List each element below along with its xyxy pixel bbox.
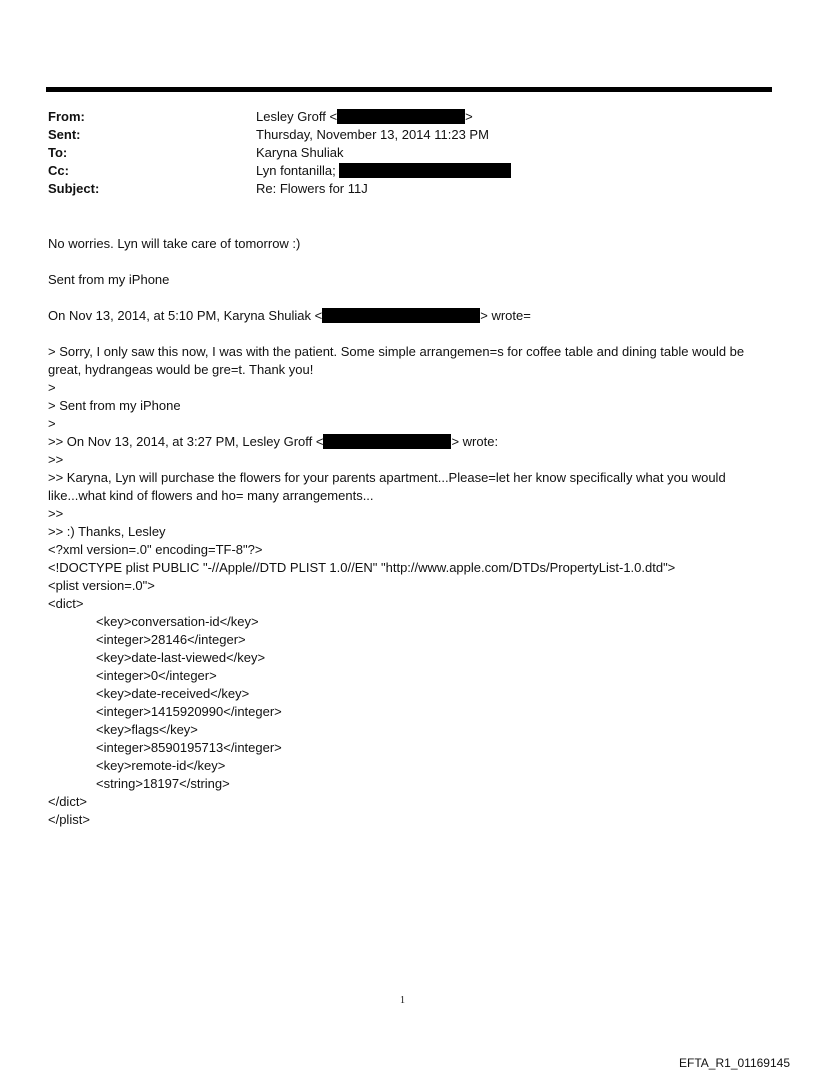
plist-line: <integer>28146</integer> <box>96 632 246 647</box>
to-value: Karyna Shuliak <box>256 145 344 160</box>
body-line: > <box>48 416 56 431</box>
body-line <box>48 433 498 451</box>
body-line: >> :) Thanks, Lesley <box>48 524 166 539</box>
plist-line: </dict> <box>48 794 88 809</box>
from-value <box>256 108 473 126</box>
plist-line: <!DOCTYPE plist PUBLIC "-//Apple//DTD PLIST 1.0//EN" "http://www.apple.com/DTDs/PropertyList-1.0.dtd"> <box>48 560 676 575</box>
quote-attribution: >> On Nov 13, 2014, at 3:27 PM, Lesley Groff < <box>48 434 324 449</box>
body-line: > Sorry, I only saw this now, I was with the patient. Some simple arrangemen=s for coffee table and dining table would be great, hydrangeas would be gre=t. Thank you! <box>48 344 745 377</box>
to-label: To: <box>48 145 68 160</box>
redaction-box <box>339 163 511 178</box>
plist-line: <integer>8590195713</integer> <box>96 740 282 755</box>
plist-line: <key>flags</key> <box>96 722 198 737</box>
header-rule <box>46 87 772 92</box>
body-line: >> Karyna, Lyn will purchase the flowers for your parents apartment...Please=let her know specifically what you would like...what kind of flowers and ho= many arrangements... <box>48 470 726 503</box>
plist-line: </plist> <box>48 812 90 827</box>
cc-label: Cc: <box>48 163 69 178</box>
plist-line: <integer>0</integer> <box>96 668 217 683</box>
cc-value <box>256 162 511 180</box>
cc-name: Lyn fontanilla; <box>256 163 336 178</box>
sent-label: Sent: <box>48 127 81 142</box>
plist-line: <string>18197</string> <box>96 776 230 791</box>
plist-line: <key>remote-id</key> <box>96 758 226 773</box>
plist-line: <dict> <box>48 596 84 611</box>
subject-value: Re: Flowers for 11J <box>256 181 368 196</box>
from-name: Lesley Groff < <box>256 109 338 124</box>
bates-number: EFTA_R1_01169145 <box>679 1056 790 1070</box>
subject-label: Subject: <box>48 181 100 196</box>
quote-attribution: On Nov 13, 2014, at 5:10 PM, Karyna Shuliak < <box>48 308 323 323</box>
body-line: >> <box>48 452 64 467</box>
plist-line: <key>conversation-id</key> <box>96 614 259 629</box>
from-label: From: <box>48 109 85 124</box>
quote-attribution-end: > wrote: <box>451 434 499 449</box>
body-line: > <box>48 380 56 395</box>
redaction-box <box>323 434 451 449</box>
plist-line: <integer>1415920990</integer> <box>96 704 282 719</box>
sent-value: Thursday, November 13, 2014 11:23 PM <box>256 127 489 142</box>
redaction-box <box>337 109 465 124</box>
redaction-box <box>322 308 480 323</box>
body-line: > Sent from my iPhone <box>48 398 181 413</box>
quote-attribution-end: > wrote= <box>480 308 531 323</box>
body-line <box>48 307 531 325</box>
page-number: 1 <box>400 995 405 1006</box>
plist-line: <key>date-received</key> <box>96 686 250 701</box>
plist-line: <key>date-last-viewed</key> <box>96 650 266 665</box>
plist-line: <?xml version=.0" encoding=TF-8"?> <box>48 542 263 557</box>
plist-line: <plist version=.0"> <box>48 578 155 593</box>
body-line: >> <box>48 506 64 521</box>
body-line: Sent from my iPhone <box>48 272 170 287</box>
body-line: No worries. Lyn will take care of tomorrow :) <box>48 236 301 251</box>
from-end: > <box>465 109 473 124</box>
